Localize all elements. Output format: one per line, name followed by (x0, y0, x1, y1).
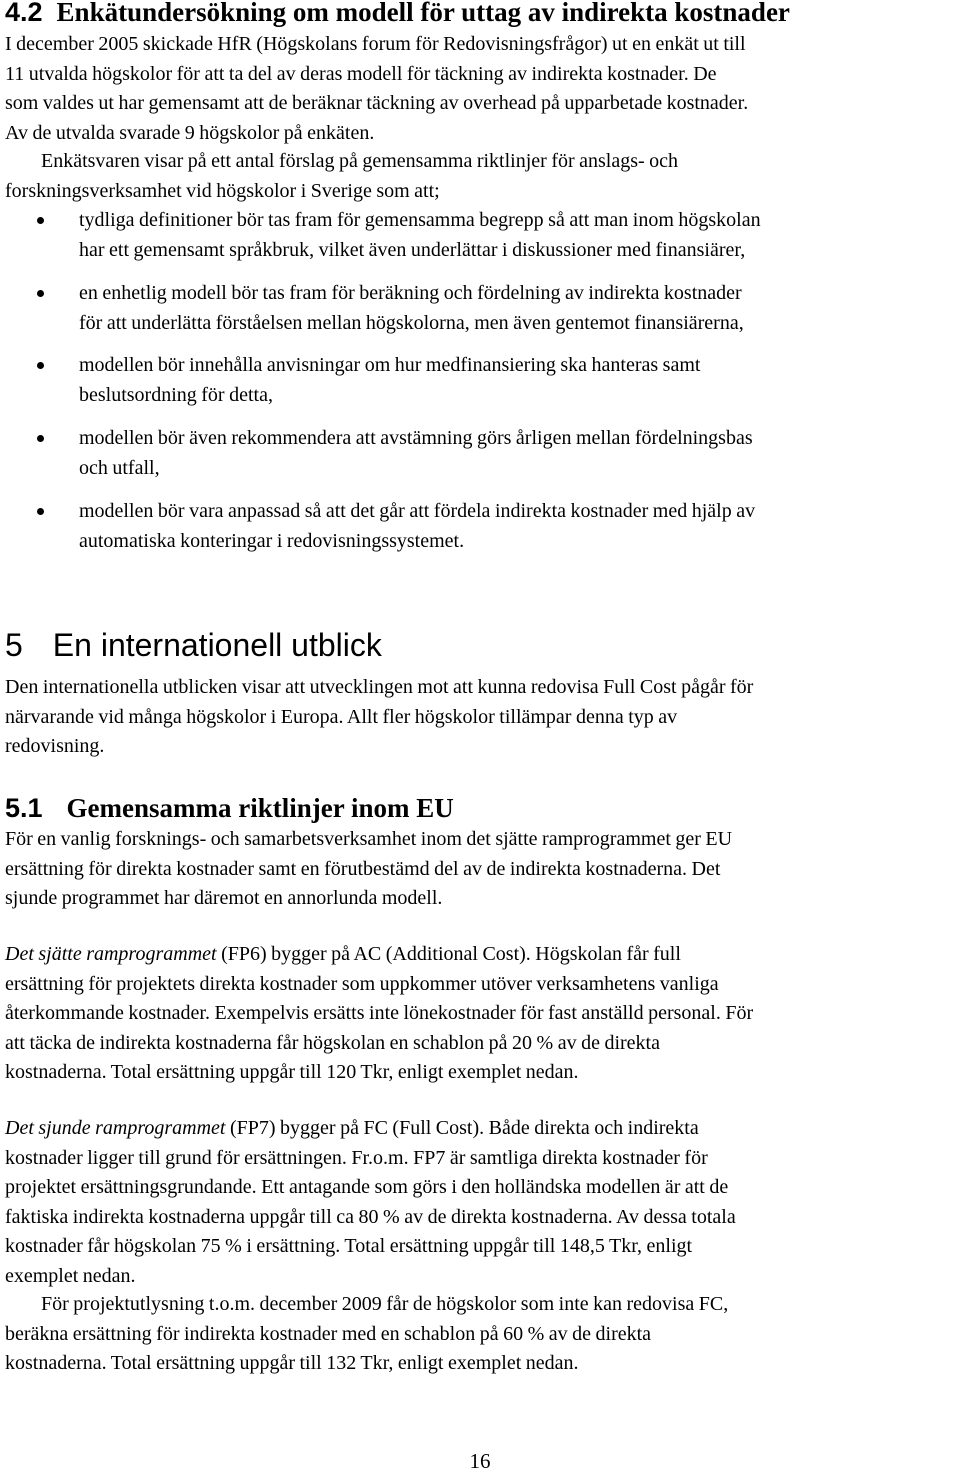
text-line: beslutsordning för detta, (79, 383, 273, 406)
text-line (5, 940, 960, 970)
text-line: beräkna ersättning för indirekta kostnader med en schablon på 60 % av de direkta (5, 1322, 652, 1345)
text-line: har ett gemensamt språkbruk, vilket även underlättar i diskussioner med finansiärer, (79, 238, 746, 261)
fp7-first-line: (FP7) bygger på FC (Full Cost). Både direkta och indirekta (225, 1117, 699, 1139)
text-line: modellen bör innehålla anvisningar om hur medfinansiering ska hanteras samt (79, 354, 701, 376)
bullet-icon (37, 217, 44, 224)
text-line: automatiska konteringar i redovisningssystemet. (79, 529, 465, 552)
fp6-first-line: (FP6) bygger på AC (Additional Cost). Högskolan får full (216, 943, 681, 965)
text-line: Enkätsvaren visar på ett antal förslag på gemensamma riktlinjer för anslags- och (41, 150, 679, 172)
text-line: och utfall, (79, 456, 160, 479)
text-line: exemplet nedan. (5, 1264, 136, 1287)
text-line: återkommande kostnader. Exempelvis ersätts inte lönekostnader för fast anställd personal. För (5, 1002, 754, 1024)
section-5-heading (5, 625, 382, 665)
text-line: För en vanlig forsknings- och samarbetsverksamhet inom det sjätte ramprogrammet ger EU (5, 828, 733, 850)
section-5-1-title: Gemensamma riktlinjer inom EU (66, 793, 454, 823)
bullet-icon (37, 508, 44, 515)
fp6-paragraph (5, 940, 960, 1088)
text-line: ersättning för direkta kostnader samt en förutbestämd del av de indirekta kostnaderna. Det (5, 857, 721, 880)
text-line: sjunde programmet har däremot en annorlunda modell. (5, 887, 443, 909)
text-line: modellen bör vara anpassad så att det går att fördela indirekta kostnader med hjälp av (79, 500, 756, 522)
bullet-icon (37, 362, 44, 369)
text-line: kostnader får högskolan 75 % i ersättning. Total ersättning uppgår till 148,5 Tkr, enligt (5, 1235, 693, 1257)
bullet-icon (37, 290, 44, 297)
text-line: Av de utvalda svarade 9 högskolor på enkäten. (5, 121, 375, 144)
text-line: Den internationella utblicken visar att utvecklingen mot att kunna redovisa Full Cost pågår för (5, 676, 754, 698)
section-4-2-paragraph-1 (5, 30, 960, 148)
section-4-2-title: Enkätundersökning om modell för uttag av indirekta kostnader (56, 0, 790, 27)
section-4-2-number: 4.2 (5, 0, 43, 27)
text-line: projektet ersättningsgrundande. Ett antagande som görs i den holländska modellen är att de (5, 1176, 729, 1198)
section-5-1-number: 5.1 (5, 793, 43, 823)
section-5-paragraph (5, 673, 960, 762)
text-line (5, 1114, 960, 1144)
text-line: kostnaderna. Total ersättning uppgår till 132 Tkr, enligt exemplet nedan. (5, 1352, 579, 1374)
text-line: För projektutlysning t.o.m. december 2009 får de högskolor som inte kan redovisa FC, (41, 1293, 729, 1315)
text-line: redovisning. (5, 735, 105, 757)
section-5-1-heading (5, 790, 454, 826)
text-line: som valdes ut har gemensamt att de beräknar täckning av overhead på upparbetade kostnader. (5, 92, 749, 114)
text-line: forskningsverksamhet vid högskolor i Sverige som att; (5, 179, 440, 202)
text-line: att täcka de indirekta kostnaderna får högskolan en schablon på 20 % av de direkta (5, 1031, 660, 1054)
text-line: I december 2005 skickade HfR (Högskolans forum för Redovisningsfrågor) ut en enkät ut till (5, 33, 746, 55)
text-line: tydliga definitioner bör tas fram för gemensamma begrepp så att man inom högskolan (79, 209, 761, 231)
fp6-italic-lead: Det sjätte ramprogrammet (5, 943, 217, 965)
planning-paragraph (5, 1290, 960, 1379)
text-line: faktiska indirekta kostnaderna uppgår till ca 80 % av de direkta kostnaderna. Av dessa totala (5, 1205, 736, 1228)
page-number: 16 (469, 1449, 491, 1473)
bullet-icon (37, 435, 44, 442)
text-line: närvarande vid många högskolor i Europa. Allt fler högskolor tillämpar denna typ av (5, 705, 678, 728)
text-line: 11 utvalda högskolor för att ta del av deras modell för täckning av indirekta kostnader. De (5, 62, 717, 85)
section-5-title: En internationell utblick (52, 627, 382, 663)
section-5-1-paragraph-1 (5, 825, 960, 914)
section-5-number: 5 (5, 627, 23, 663)
text-line: en enhetlig modell bör tas fram för beräkning och fördelning av indirekta kostnader (79, 282, 742, 304)
text-line: för att underlätta förståelsen mellan högskolorna, men även gentemot finansiärerna, (79, 311, 744, 334)
fp7-paragraph (5, 1114, 960, 1291)
text-line: modellen bör även rekommendera att avstämning görs årligen mellan fördelningsbas (79, 427, 753, 449)
text-line: kostnaderna. Total ersättning uppgår till 120 Tkr, enligt exemplet nedan. (5, 1061, 579, 1083)
text-line: ersättning för projektets direkta kostnader som uppkommer utöver verksamhetens vanliga (5, 972, 719, 995)
text-line: kostnader ligger till grund för ersättningen. Fr.o.m. FP7 är samtliga direkta kostnader för (5, 1146, 708, 1169)
section-4-2-heading (5, 0, 790, 30)
fp7-italic-lead: Det sjunde ramprogrammet (5, 1117, 226, 1139)
section-4-2-paragraph-2 (5, 147, 960, 206)
